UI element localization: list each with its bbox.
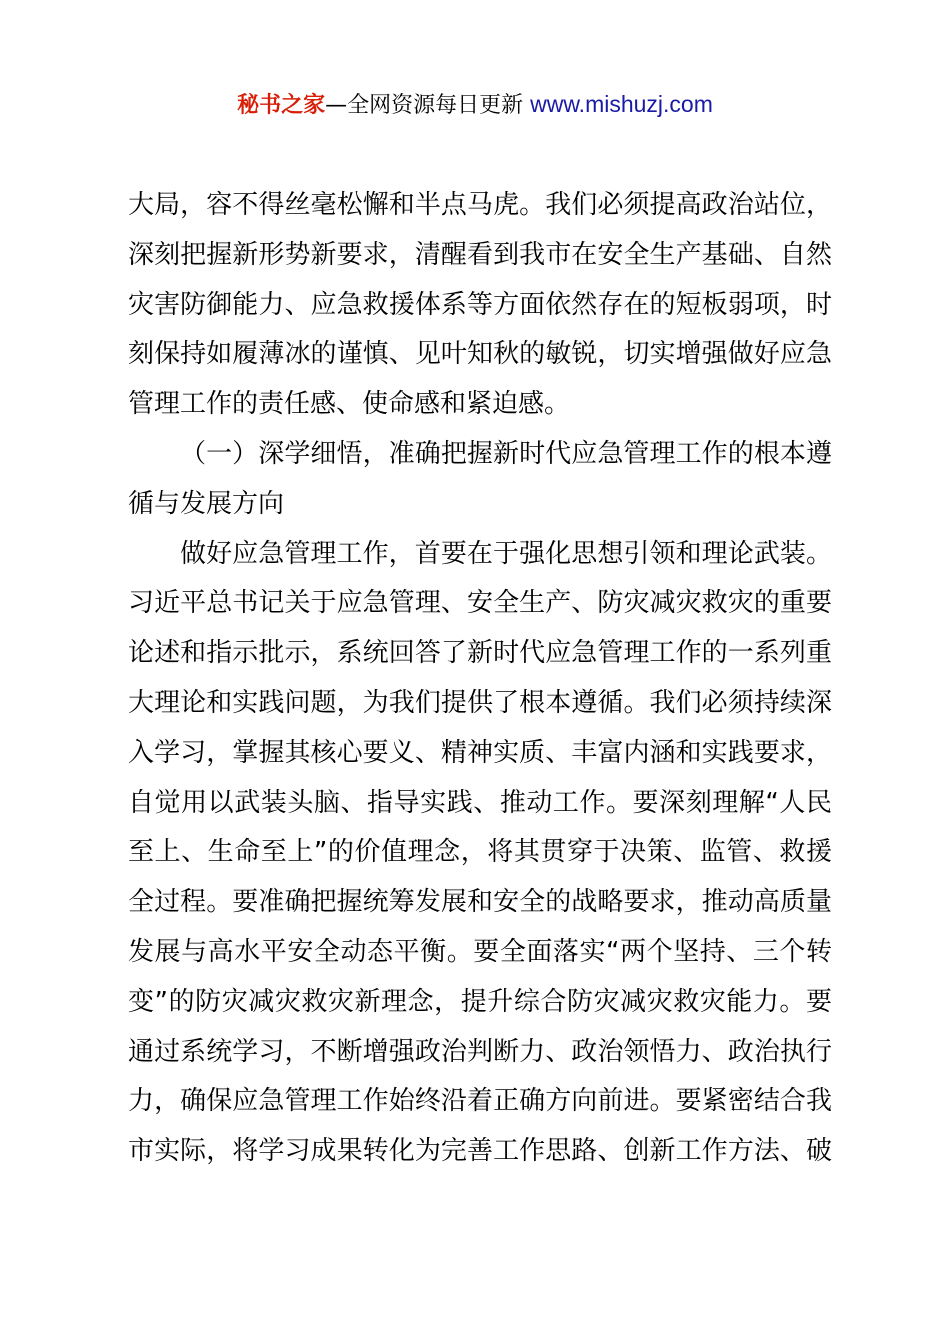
site-url-link[interactable]: www.mishuzj.com	[530, 91, 713, 117]
text-line: 大理论和实践问题，为我们提供了根本遵循。我们必须持续深	[128, 687, 832, 718]
text-line: 通过系统学习，不断增强政治判断力、政治领悟力、政治执行	[128, 1036, 832, 1067]
text-line: 自觉用以武装头脑、指导实践、推动工作。要深刻理解“人民	[128, 787, 832, 818]
header-tagline: —全网资源每日更新	[325, 93, 531, 118]
text-line: 变”的防灾减灾救灾新理念，提升综合防灾减灾救灾能力。要	[128, 986, 832, 1017]
text-line: 论述和指示批示，系统回答了新时代应急管理工作的一系列重	[128, 638, 832, 669]
text-line: 做好应急管理工作，首要在于强化思想引领和理论武装。	[180, 538, 832, 569]
text-line: 管理工作的责任感、使命感和紧迫感。	[128, 389, 571, 420]
text-line: 至上、生命至上”的价值理念，将其贯穿于决策、监管、救援	[128, 837, 832, 868]
text-line: 力，确保应急管理工作始终沿着正确方向前进。要紧密结合我	[128, 1086, 832, 1117]
text-line: 深刻把握新形势新要求，清醒看到我市在安全生产基础、自然	[128, 239, 832, 270]
page-header	[0, 88, 950, 122]
text-line: 入学习，掌握其核心要义、精神实质、丰富内涵和实践要求，	[128, 737, 832, 768]
section-heading-line: 循与发展方向	[128, 488, 285, 519]
site-brand: 秘书之家	[237, 93, 326, 118]
section-heading-line: （一）深学细悟，准确把握新时代应急管理工作的根本遵	[180, 438, 832, 469]
text-line: 习近平总书记关于应急管理、安全生产、防灾减灾救灾的重要	[128, 588, 832, 619]
text-line: 发展与高水平安全动态平衡。要全面落实“两个坚持、三个转	[128, 936, 832, 967]
text-line: 全过程。要准确把握统筹发展和安全的战略要求，推动高质量	[128, 887, 832, 918]
text-line: 市实际，将学习成果转化为完善工作思路、创新工作方法、破	[128, 1136, 832, 1167]
document-body	[128, 181, 832, 1177]
text-line: 刻保持如履薄冰的谨慎、见叶知秋的敏锐，切实增强做好应急	[128, 339, 832, 370]
text-line: 灾害防御能力、应急救援体系等方面依然存在的短板弱项，时	[128, 289, 832, 320]
text-line: 大局，容不得丝毫松懈和半点马虎。我们必须提高政治站位，	[128, 190, 832, 220]
